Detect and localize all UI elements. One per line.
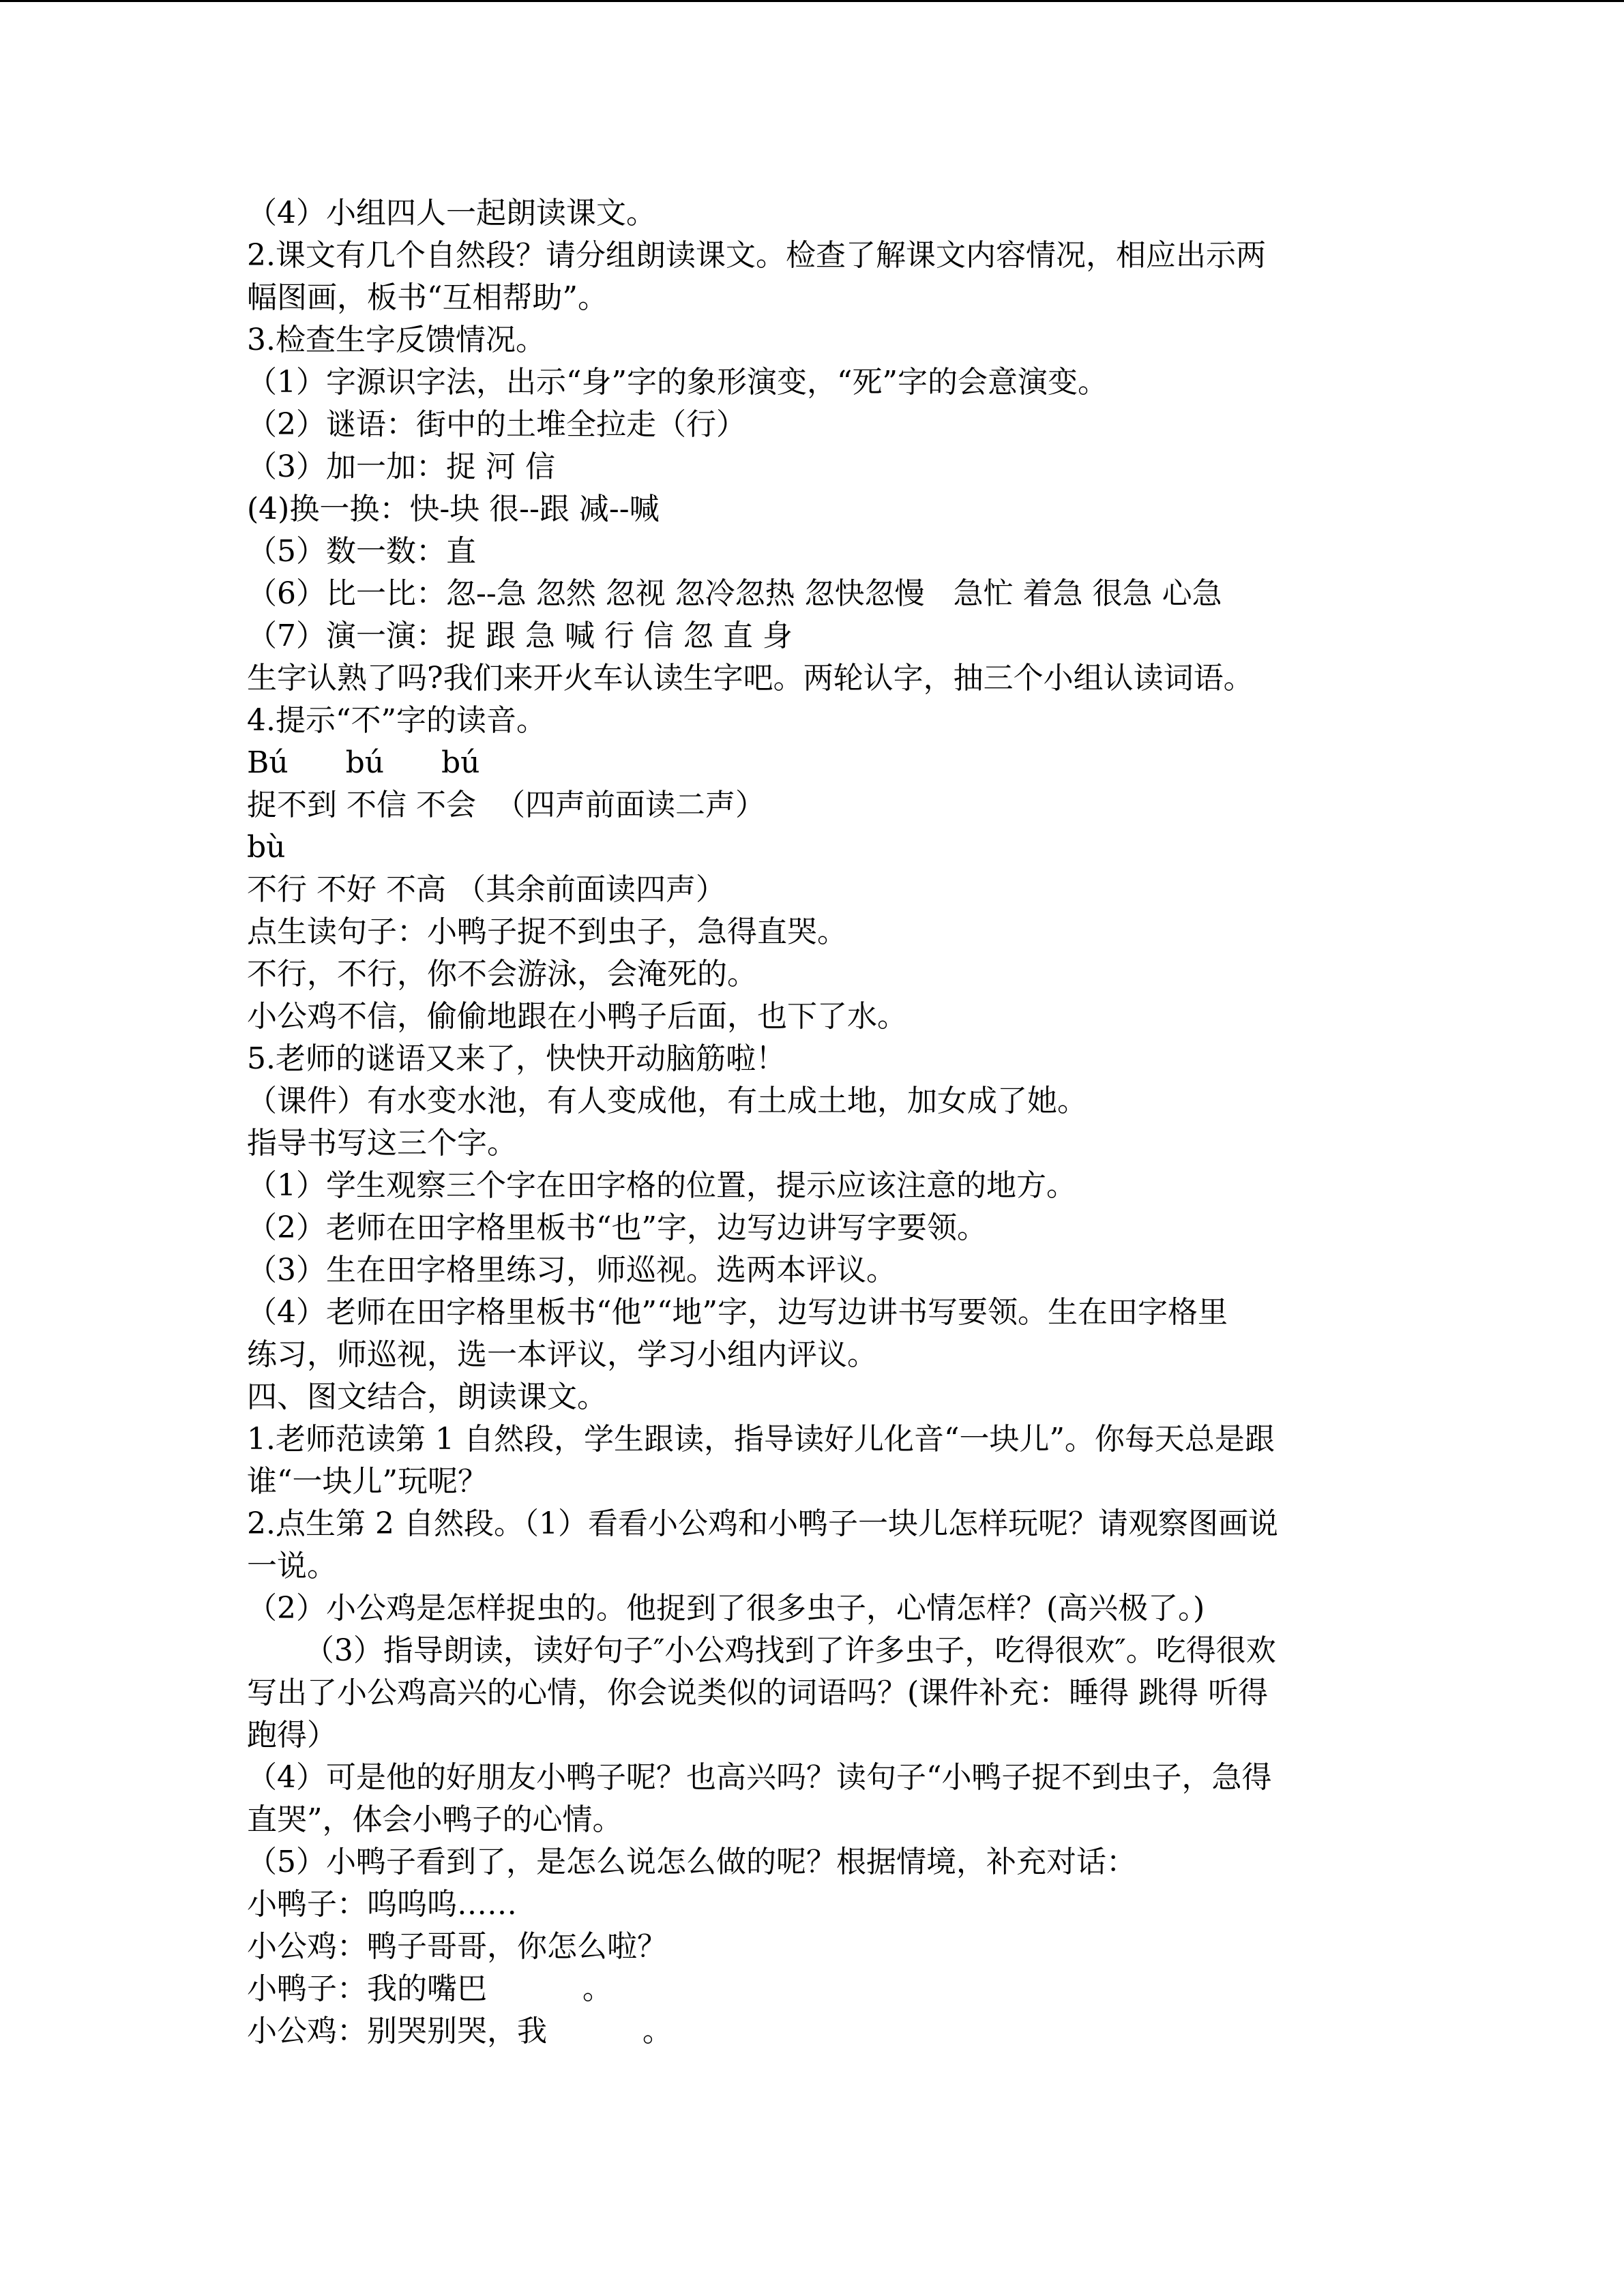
text-line: （1）字源识字法，出示“身”字的象形演变，“死”字的会意演变。 — [247, 365, 1108, 400]
pinyin-line: Bú bú bú — [247, 745, 480, 780]
text-line: 不行，不行，你不会游泳，会淹死的。 — [247, 957, 757, 992]
dialogue-line: 小公鸡：鸭子哥哥，你怎么啦？ — [247, 1929, 667, 1964]
dialogue-line: 小鸭子：呜呜呜…… — [247, 1887, 517, 1922]
text-line: （3）指导朗读，读好句子″小公鸡找到了许多虫子，吃得很欢″。吃得很欢 — [247, 1633, 1276, 1668]
text-line: （4）小组四人一起朗读课文。 — [247, 196, 656, 230]
page-top-border — [0, 0, 1624, 2]
text-line: （1）学生观察三个字在田字格的位置，提示应该注意的地方。 — [247, 1168, 1076, 1203]
text-line: （6）比一比：忽--急 忽然 忽视 忽冷忽热 忽快忽慢 急忙 着急 很急 心急 — [247, 576, 1222, 611]
text-line: 小公鸡不信，偷偷地跟在小鸭子后面，也下了水。 — [247, 999, 907, 1034]
text-line: 5.老师的谜语又来了，快快开动脑筋啦！ — [247, 1041, 786, 1076]
pinyin-line: bù — [247, 830, 286, 865]
text-line: 不行 不好 不高 （其余前面读四声） — [247, 872, 726, 907]
text-line: （5）小鸭子看到了，是怎么说怎么做的呢？根据情境，补充对话： — [247, 1845, 1136, 1879]
text-line: （5）数一数：直 — [247, 534, 476, 569]
dialogue-line: 小鸭子：我的嘴巴 。 — [247, 1971, 612, 2006]
text-line: （4）老师在田字格里板书“他”“地”字，边写边讲书写要领。生在田字格里 — [247, 1295, 1228, 1330]
text-line: （4）可是他的好朋友小鸭子呢？也高兴吗？读句子“小鸭子捉不到虫子，急得 — [247, 1760, 1272, 1795]
document-body — [247, 192, 1393, 2053]
text-line: 4.提示“不”字的读音。 — [247, 703, 546, 738]
text-line: 点生读句子：小鸭子捉不到虫子，急得直哭。 — [247, 914, 847, 949]
text-line: 一说。 — [247, 1549, 337, 1583]
text-line: 3.检查生字反馈情况。 — [247, 323, 546, 357]
text-line: （2）谜语：街中的土堆全拉走（行） — [247, 407, 746, 442]
text-line: 捉不到 不信 不会 （四声前面读二声） — [247, 788, 765, 822]
text-line: （3）生在田字格里练习，师巡视。选两本评议。 — [247, 1253, 896, 1287]
text-line: 跑得） — [247, 1718, 337, 1753]
text-line: 生字认熟了吗?我们来开火车认读生字吧。两轮认字，抽三个小组认读词语。 — [247, 661, 1254, 696]
text-line: 谁“一块儿”玩呢？ — [247, 1464, 488, 1499]
text-line: 幅图画，板书“互相帮助”。 — [247, 280, 608, 315]
text-line: 2.课文有几个自然段？请分组朗读课文。检查了解课文内容情况，相应出示两 — [247, 238, 1266, 273]
text-line: 2.点生第 2 自然段。（1）看看小公鸡和小鸭子一块儿怎样玩呢？请观察图画说 — [247, 1506, 1278, 1541]
text-line: (4)换一换：快-块 很--跟 减--喊 — [247, 492, 660, 526]
dialogue-line: 小公鸡：别哭别哭，我 。 — [247, 2014, 673, 2048]
text-line: （课件）有水变水池，有人变成他，有土成土地，加女成了她。 — [247, 1084, 1087, 1118]
text-line: 1.老师范读第 1 自然段，学生跟读，指导读好儿化音“一块儿”。你每天总是跟 — [247, 1422, 1275, 1457]
text-line: （7）演一演：捉 跟 急 喊 行 信 忽 直 身 — [247, 618, 793, 653]
text-line: （2）小公鸡是怎样捉虫的。他捉到了很多虫子，心情怎样？(高兴极了。) — [247, 1591, 1205, 1626]
text-line: 写出了小公鸡高兴的心情，你会说类似的词语吗？(课件补充：睡得 跳得 听得 — [247, 1675, 1269, 1710]
text-line: （3）加一加：捉 河 信 — [247, 449, 555, 484]
text-line: 练习，师巡视，选一本评议，学习小组内评议。 — [247, 1337, 877, 1372]
section-heading: 四、图文结合，朗读课文。 — [247, 1380, 607, 1414]
text-line: （2）老师在田字格里板书“也”字，边写边讲写字要领。 — [247, 1210, 987, 1245]
text-line: 直哭”，体会小鸭子的心情。 — [247, 1802, 623, 1837]
text-line: 指导书写这三个字。 — [247, 1126, 517, 1161]
